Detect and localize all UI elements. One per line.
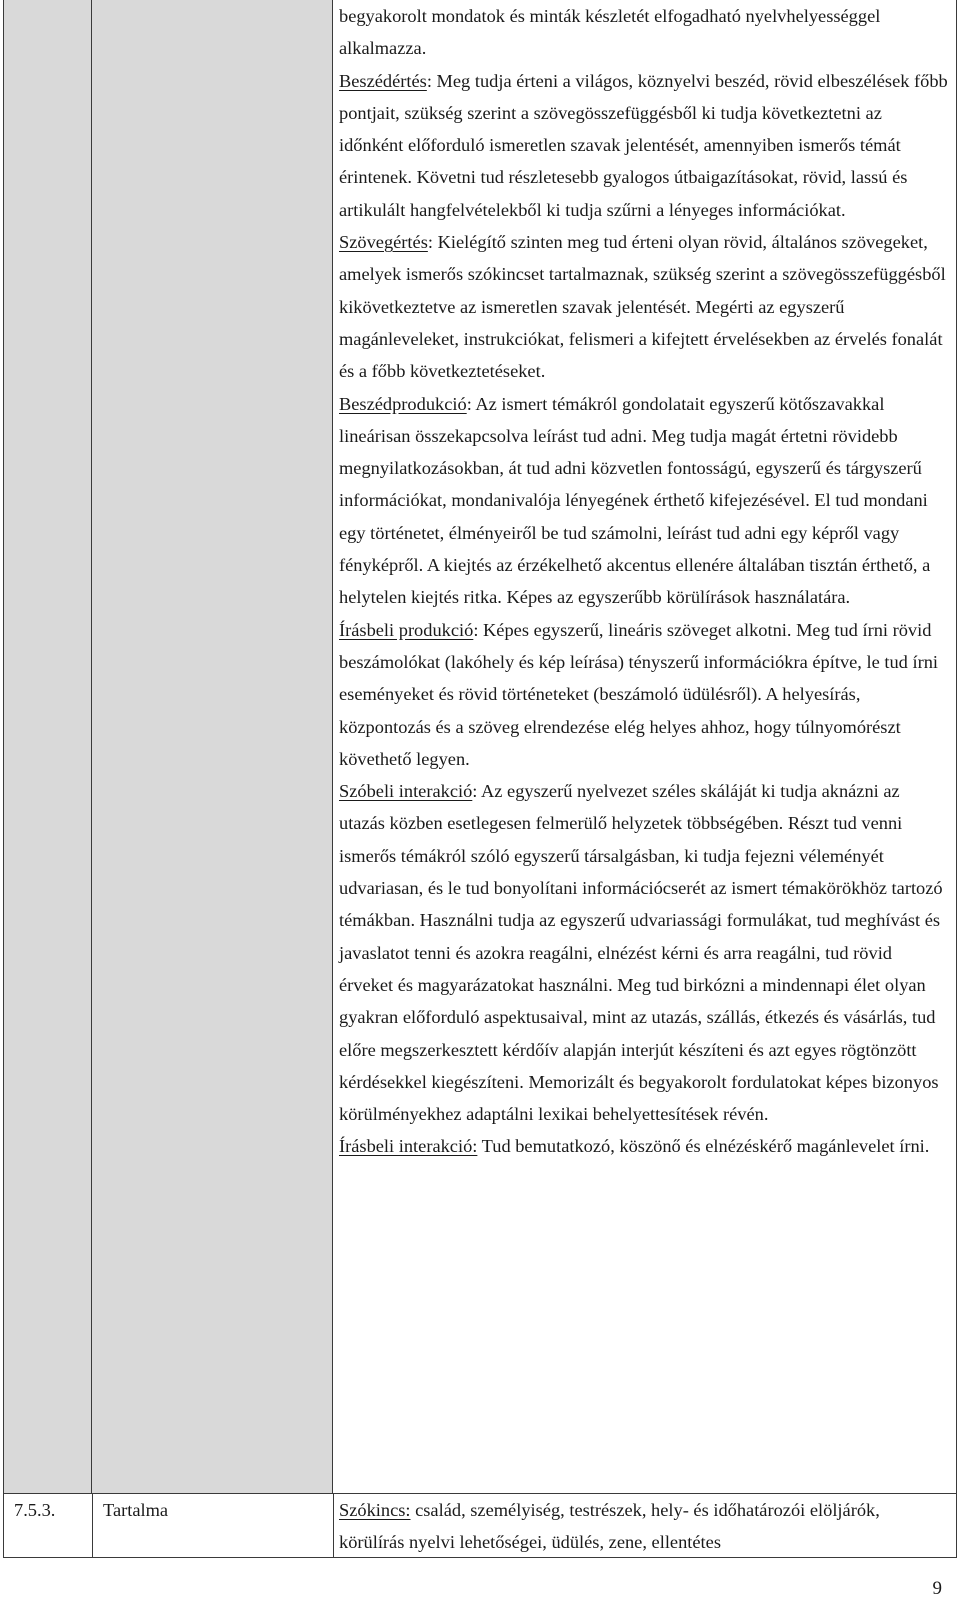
page-number: 9	[932, 1578, 942, 1599]
column-divider	[333, 1493, 334, 1557]
section-text: : Kielégítő szinten meg tud érteni olyan rövid, általános szövegeket, amelyek ismerős szókincset tartalmaznak, szükség szerint a szövegösszefüggésből kikövetkeztetve az ismeretlen szavak jelentését. Megérti az egyszerű magánleveleket, instrukciókat, felismeri a kifejtett érvelésekben az érvelés fonalát és a főbb következtetéseket.	[339, 232, 946, 382]
number-column-cell	[4, 0, 92, 1493]
intro-paragraph: begyakorolt mondatok és minták készletét elfogadható nyelvhelyességgel alkalmazza.	[339, 6, 881, 59]
section-text: : Az egyszerű nyelvezet széles skáláját ki tudja aknázni az utazás közben esetlegesen felmerülő helyzetek többségében. Részt tud venni ismerős témákról szóló egyszerű társalgásban, ki tudja fejezni véleményét udvariasan, és le tud bonyolítani információcserét az ismert témakörökhöz tartozó témákban. Használni tudja az egyszerű udvariassági formulákat, tud meghívást és javaslatot tenni és azokra reagálni, elnézést kérni és arra reagálni, tud rövid érveket és magyarázatokat használni. Meg tud birkózni a mindennapi élet olyan gyakran előforduló aspektusaival, mint az utazás, szállás, étkezés és vásárlás, tud előre megszerkesztett kérdőív alapján interjút készíteni és azt egyes rögtönzött kérdésekkel kiegészíteni. Memorizált és begyakorolt fordulatokat képes bizonyos körülményekhez adaptálni lexikai behelyettesítések révén.	[339, 781, 943, 1125]
section-irasbeli-produkcio	[339, 614, 949, 775]
column-divider	[92, 1493, 93, 1557]
section-text: Tud bemutatkozó, köszönő és elnézéskérő magánlevelet írni.	[477, 1136, 930, 1157]
content-text-cell	[339, 1494, 949, 1559]
section-heading: Szókincs:	[339, 1500, 411, 1520]
section-heading: Beszédprodukció	[339, 393, 467, 414]
section-heading: Beszédértés	[339, 70, 427, 91]
section-heading: Írásbeli interakció:	[339, 1136, 478, 1157]
label-column-cell	[92, 0, 333, 1493]
requirements-text-cell	[339, 0, 949, 1163]
section-number: 7.5.3.	[14, 1500, 56, 1520]
section-szobeli-interakcio	[339, 775, 949, 1130]
section-text: : Meg tudja érteni a világos, köznyelvi beszéd, rövid elbeszélések főbb pontjait, szükség szerint a szövegösszefüggésből ki tudja következtetni az időnként előforduló ismeretlen szavak jelentését, amennyiben ismerős témát érintenek. Követni tud részletesebb gyalogos útbaigazításokat, rövid, lassú és artikulált hangfelvételekből ki tudja szűrni a lényeges információkat.	[339, 70, 948, 220]
section-text: : Képes egyszerű, lineáris szöveget alkotni. Meg tud írni rövid beszámolókat (lakóhely és kép leírása) tényszerű információkra építve, le tud írni eseményeket és rövid történeteket (beszámoló üdülésről). A helyesírás, központozás és a szöveg elrendezése elég helyes ahhoz, hogy túlnyomórészt követhető legyen.	[339, 619, 938, 769]
section-label: Tartalma	[103, 1500, 169, 1520]
section-text: : Az ismert témákról gondolatait egyszerű kötőszavakkal lineárisan összekapcsolva leírást tud adni. Meg tudja magát értetni rövidebb megnyilatkozásokban, át tud adni közvetlen fontosságú, egyszerű és tárgyszerű információkat, mondanivalója lényegének érthető kifejezésével. El tud mondani egy történetet, élményeiről be tud számolni, leírást tud adni egy képről vagy fényképről. A kiejtés az érzékelhető akcentus ellenére általában tisztán érthető, a helytelen kiejtés ritka. Képes az egyszerűbb körülírások használatára.	[339, 393, 931, 608]
section-heading: Szövegértés	[339, 232, 428, 253]
section-text: család, személyiség, testrészek, hely- és időhatározói elöljárók, körülírás nyelvi lehetőségei, üdülés, zene, ellentétes	[339, 1500, 880, 1553]
section-beszedprodukcio	[339, 388, 949, 614]
section-heading: Szóbeli interakció	[339, 781, 473, 802]
section-irasbeli-interakcio	[339, 1130, 949, 1162]
section-szovegertes	[339, 226, 949, 387]
section-heading: Írásbeli produkció	[339, 619, 474, 640]
section-beszedertes	[339, 65, 949, 226]
